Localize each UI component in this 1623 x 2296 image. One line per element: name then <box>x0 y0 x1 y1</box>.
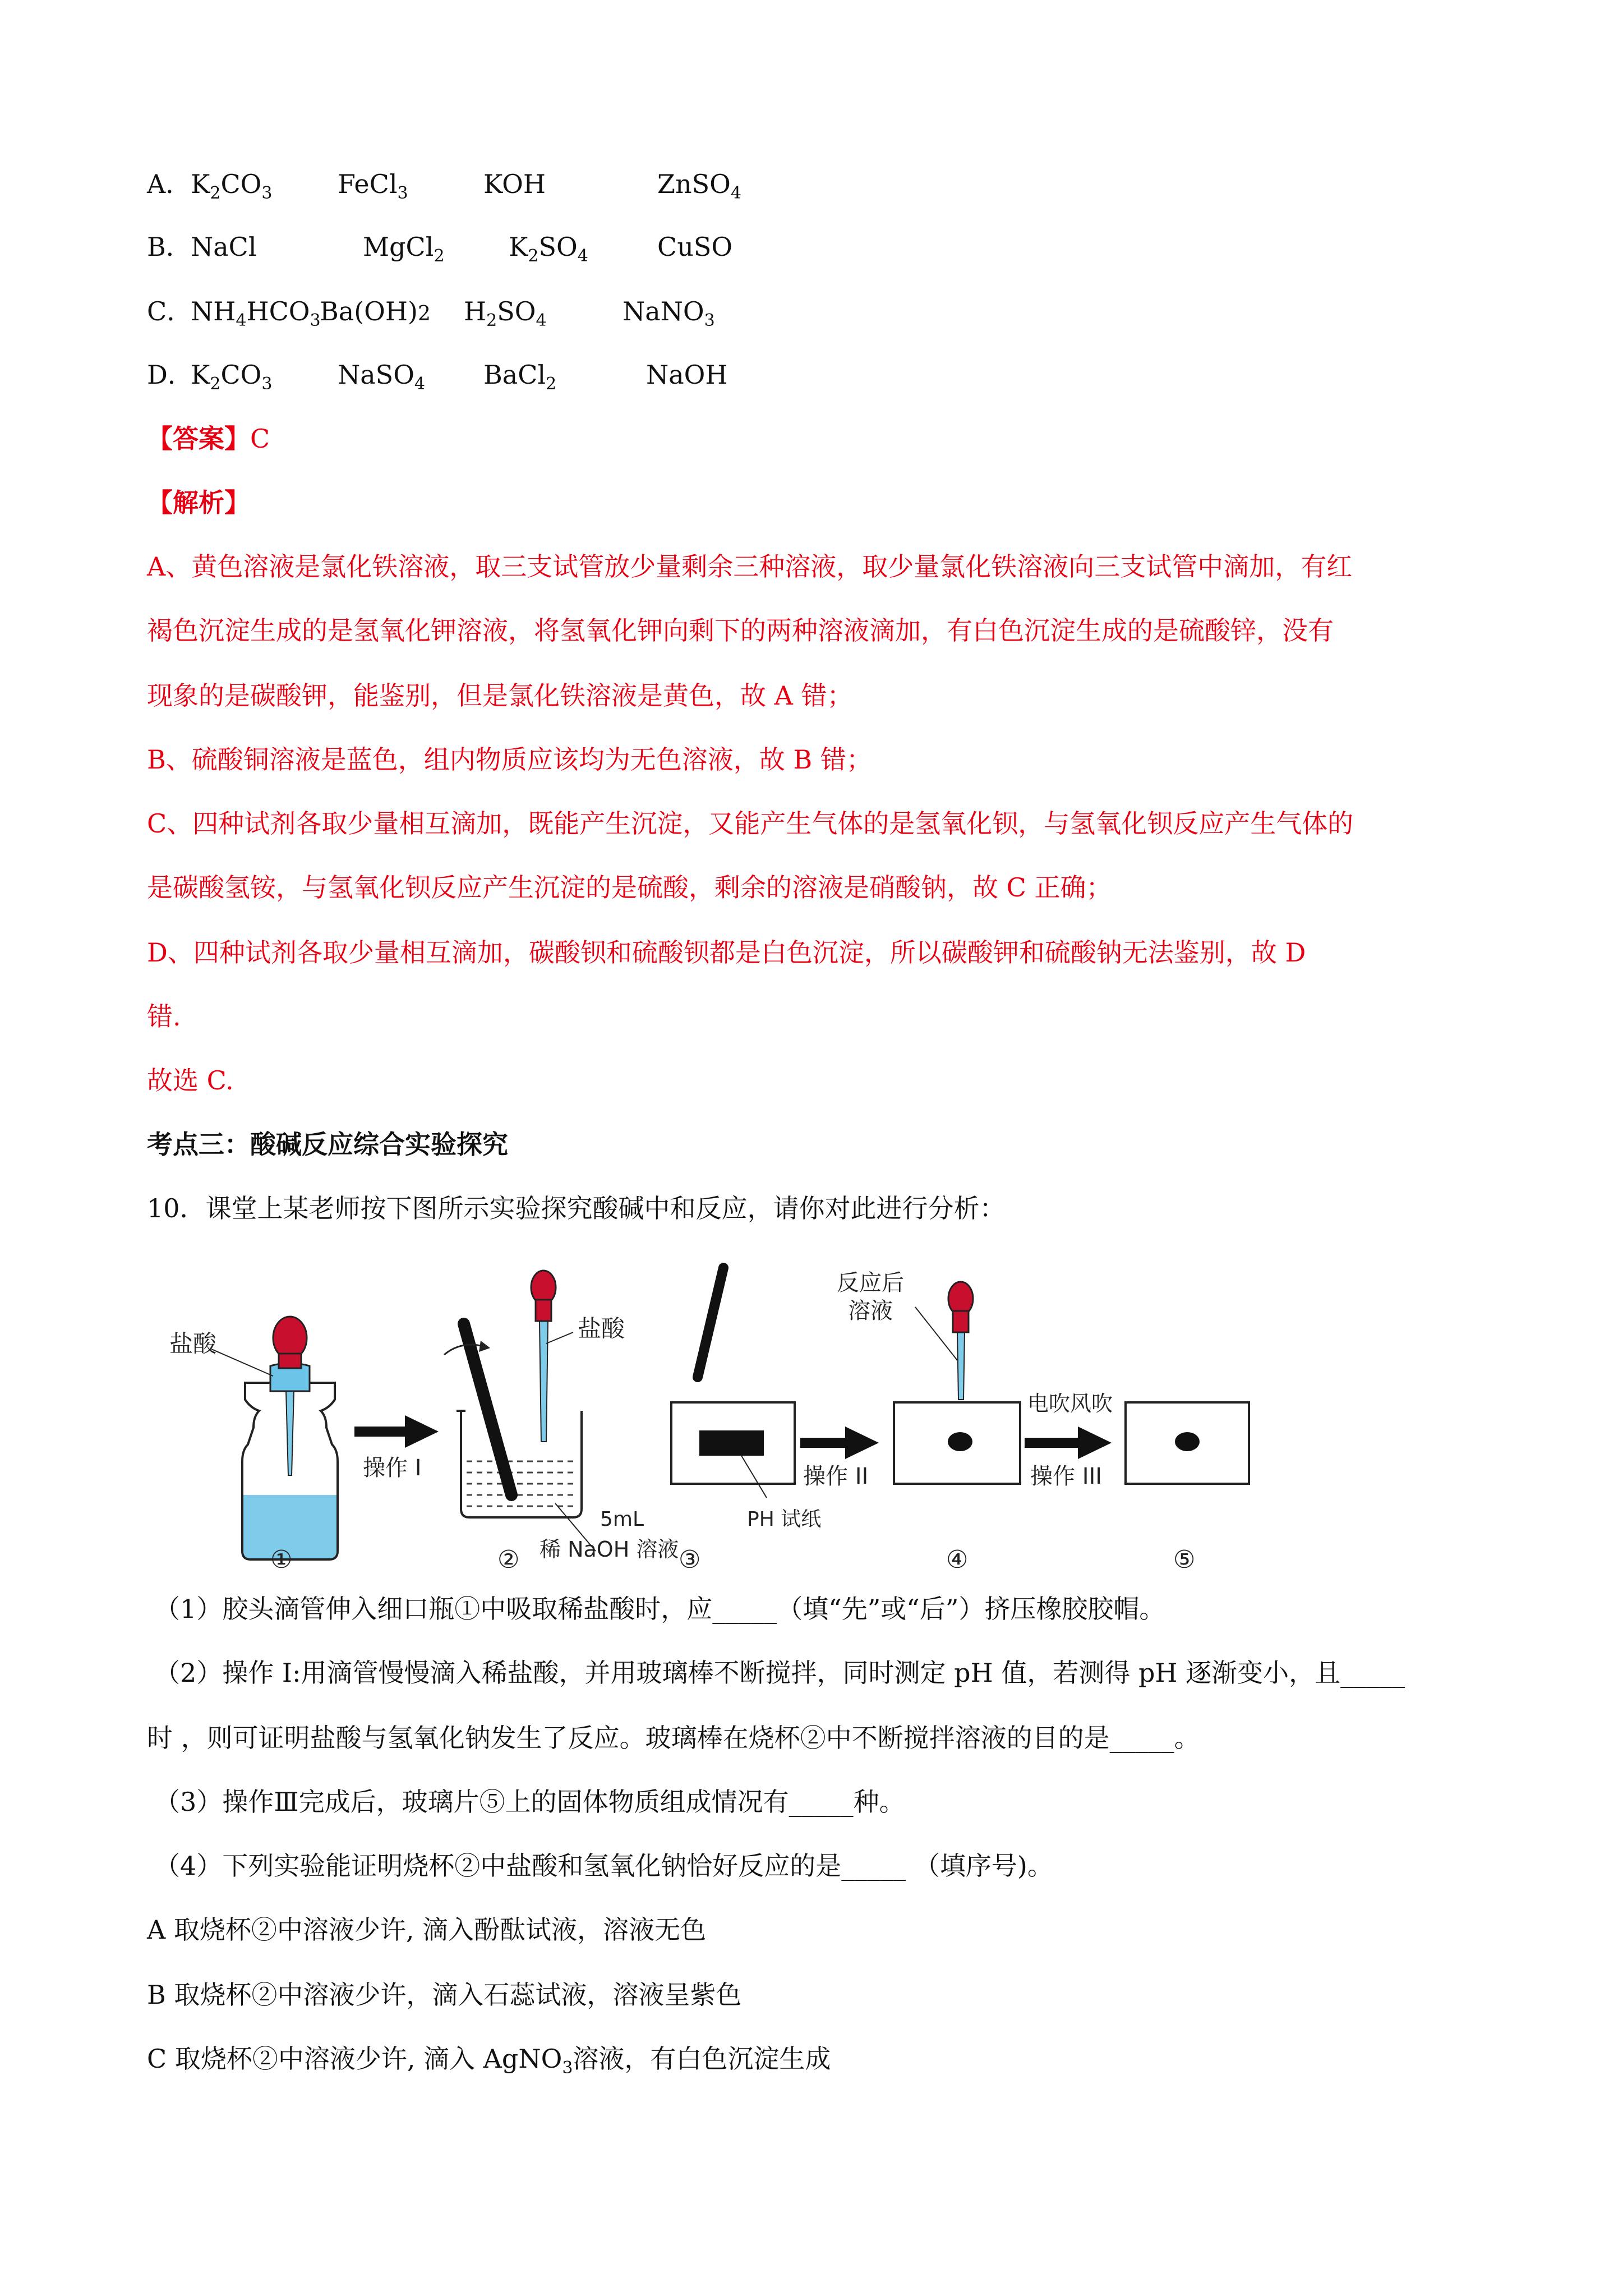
arrow-icon <box>354 1415 439 1448</box>
analysis-line: B、硫酸铜溶液是蓝色，组内物质应该均为无色溶液，故 B 错； <box>147 744 872 775</box>
formula: CuSO <box>657 232 733 262</box>
step-number: ③ <box>679 1545 701 1568</box>
formula: $K_2CO_3$ <box>191 360 273 394</box>
analysis-line: D、四种试剂各取少量相互滴加，碳酸钡和硫酸钡都是白色沉淀，所以碳酸钾和硫酸钠无法鉴别，故 D <box>147 937 1306 968</box>
sub-question-1: （1）胶头滴管伸入细口瓶①中吸取稀盐酸时，应_____（填“先”或“后”）挤压橡胶胶帽。 <box>154 1594 1165 1624</box>
residue-slide <box>1126 1402 1249 1484</box>
analysis-line: 是碳酸氢铵，与氢氧化钡反应产生沉淀的是硫酸，剩余的溶液是硝酸钠，故 C 正确； <box>147 872 1112 903</box>
label-naoh: 稀 NaOH 溶液 <box>540 1537 679 1562</box>
option-row-b <box>147 230 733 266</box>
formula: $K_2SO_4$ <box>509 232 588 266</box>
step-number: ④ <box>946 1545 969 1568</box>
analysis-line: 褐色沉淀生成的是氢氧化钾溶液，将氢氧化钾向剩下的两种溶液滴加，有白色沉淀生成的是硫酸锌，没有 <box>147 615 1334 646</box>
formula: $NH_4HCO_3$ <box>191 296 321 330</box>
formula: NaCl <box>191 232 257 262</box>
formula: KOH <box>483 169 546 199</box>
option-row-c <box>147 295 715 330</box>
formula: BaCl$_2$ <box>483 360 557 394</box>
label-op1: 操作 I <box>363 1455 422 1481</box>
sub-question-3: （3）操作Ⅲ完成后，玻璃片⑤上的固体物质组成情况有_____种。 <box>154 1787 905 1817</box>
arrow-icon <box>1025 1427 1112 1459</box>
analysis-line: 错. <box>147 1001 181 1032</box>
answer-line <box>147 422 270 455</box>
formula: NaOH <box>646 360 728 390</box>
formula: NaNO$_3$ <box>623 296 715 330</box>
step-number: ⑤ <box>1173 1545 1196 1568</box>
label-5ml: 5mL <box>600 1508 644 1531</box>
label-after-2: 溶液 <box>848 1298 893 1324</box>
sub-question-2b: 时 ，则可证明盐酸与氢氧化钠发生了反应。玻璃棒在烧杯②中不断搅拌溶液的目的是_____。 <box>147 1723 1200 1753</box>
formula: Ba(OH)2 <box>320 296 431 326</box>
label-hcl-2: 盐酸 <box>578 1315 625 1342</box>
ph-paper-slide <box>671 1268 795 1498</box>
reaction-drop-slide <box>894 1282 1020 1484</box>
arrow-icon <box>800 1427 879 1459</box>
label-op2: 操作 II <box>803 1464 869 1489</box>
analysis-line: A、黄色溶液是氯化铁溶液，取三支试管放少量剩余三种溶液，取少量氯化铁溶液向三支试管中滴加，有红 <box>147 551 1353 582</box>
choice-a: A 取烧杯②中溶液少许, 滴入酚酞试液，溶液无色 <box>147 1915 707 1945</box>
formula: ZnSO$_4$ <box>657 169 741 203</box>
option-letter: B． <box>147 232 192 262</box>
choice-b: B 取烧杯②中溶液少许，滴入石蕊试液，溶液呈紫色 <box>147 1980 742 2010</box>
answer-tag: 【答案】 <box>147 424 250 454</box>
label-ph: PH 试纸 <box>747 1508 822 1531</box>
formula: $H_2SO_4$ <box>464 296 547 330</box>
question-stem: 10．课堂上某老师按下图所示实验探究酸碱中和反应，请你对此进行分析： <box>147 1193 1006 1223</box>
analysis-line: C、四种试剂各取少量相互滴加，既能产生沉淀，又能产生气体的是氢氧化钡，与氢氧化钡反应产生气体的 <box>147 808 1354 839</box>
formula: $K_2CO_3$ <box>191 169 273 203</box>
step-number: ① <box>270 1545 293 1568</box>
sub-question-2a: （2）操作 I:用滴管慢慢滴入稀盐酸，并用玻璃棒不断搅拌，同时测定 pH 值，若测得 pH 逐渐变小，且_____ <box>154 1658 1405 1688</box>
label-op3: 操作 III <box>1030 1464 1103 1489</box>
analysis-line: 现象的是碳酸钾，能鉴别，但是氯化铁溶液是黄色，故 A 错； <box>147 680 853 711</box>
reagent-bottle <box>211 1317 338 1559</box>
analysis-tag: 【解析】 <box>147 487 250 518</box>
answer-value: C <box>250 424 270 454</box>
option-letter: A． <box>147 169 192 199</box>
option-letter: D． <box>147 360 193 390</box>
sub-question-4: （4）下列实验能证明烧杯②中盐酸和氢氧化钠恰好反应的是_____ （填序号)。 <box>154 1851 1053 1881</box>
beaker <box>444 1271 596 1551</box>
step-number: ② <box>497 1545 520 1568</box>
formula: NaSO$_4$ <box>338 360 425 394</box>
label-blow: 电吹风吹 <box>1027 1391 1113 1416</box>
option-letter: C． <box>147 296 193 326</box>
section-title: 考点三：酸碱反应综合实验探究 <box>147 1129 508 1159</box>
label-after-1: 反应后 <box>837 1270 904 1296</box>
formula: MgCl$_2$ <box>363 232 445 266</box>
option-row-a <box>147 167 741 203</box>
analysis-line: 故选 C. <box>147 1065 234 1096</box>
formula: FeCl$_3$ <box>338 169 408 203</box>
choice-c: C 取烧杯②中溶液少许, 滴入 AgNO$_3$溶液，有白色沉淀生成 <box>147 2044 831 2078</box>
label-hcl-1: 盐酸 <box>169 1330 217 1358</box>
option-row-d <box>147 358 728 394</box>
experiment-figure <box>147 1248 1297 1568</box>
